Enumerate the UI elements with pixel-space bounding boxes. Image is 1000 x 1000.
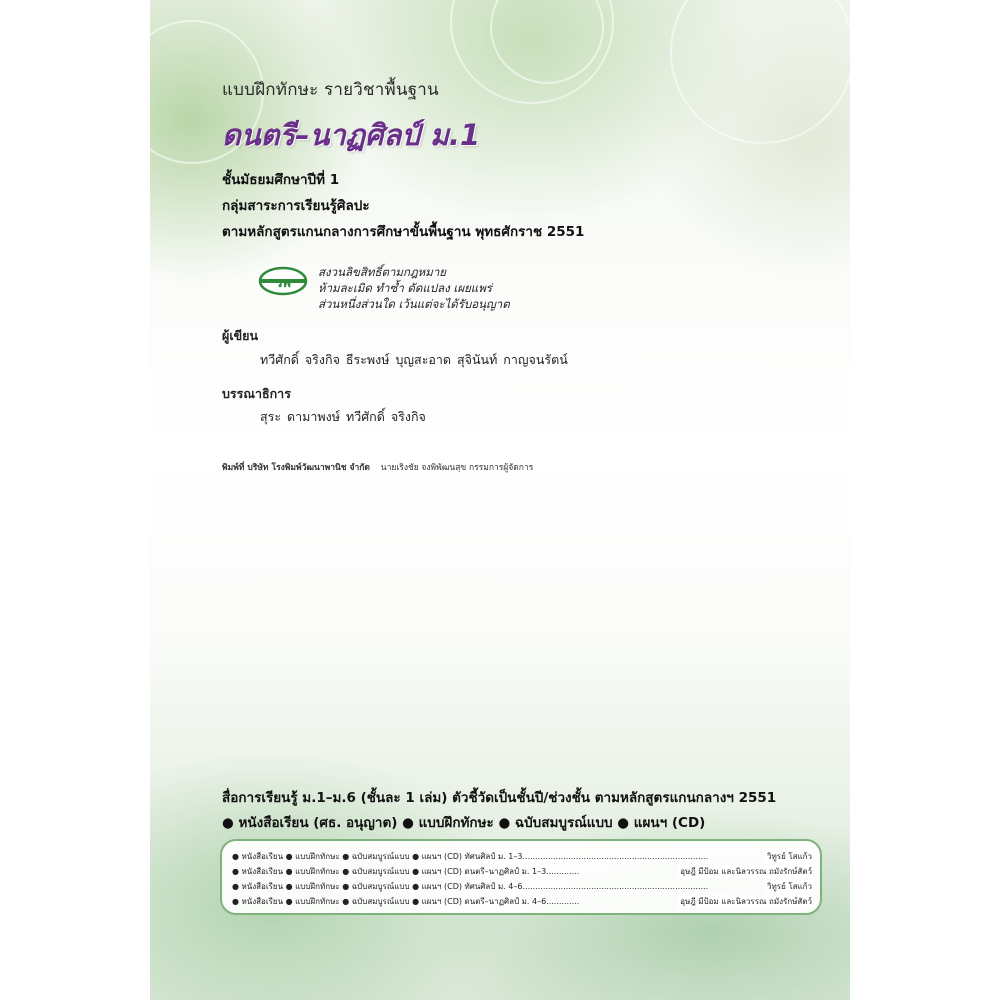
media-title: สื่อการเรียนรู้ ม.1–ม.6 (ชั้นละ 1 เล่ม) ตัวชี้วัดเป็นชั้นปี/ช่วงชั้น ตามหลักสูตรแกนกลางฯ 2551 xyxy=(222,790,777,806)
printer-info xyxy=(222,460,533,474)
publisher-logo-text: วพ xyxy=(275,276,291,291)
book-list-row-author: อุษฎี มีป้อม และนิลวรรณ ถมังรักษ์สัตว์ xyxy=(680,897,812,906)
subject-title: ดนตรี–นาฏศิลป์ ม.1 xyxy=(222,118,481,152)
authors-label: ผู้เขียน xyxy=(222,328,259,343)
book-list-row xyxy=(232,850,812,863)
book-list-row xyxy=(232,880,812,893)
book-list-row-text: ● หนังสือเรียน ● แบบฝึกทักษะ ● ฉบับสมบูรณ์แบบ ● แผนฯ (CD) ทัศนศิลป์ ม. 1–3......................................................................... xyxy=(232,852,709,861)
book-page xyxy=(150,0,850,1000)
book-list-box xyxy=(220,839,822,915)
publisher-logo-icon xyxy=(258,266,308,296)
printer-manager: นายเริงชัย จงพิพัฒนสุข กรรมการผู้จัดการ xyxy=(380,463,534,473)
authors-names: ทวีศักดิ์ จริงกิจ ธีระพงษ์ บุญสะอาด สุจินันท์ กาญจนรัตน์ xyxy=(260,352,568,367)
decorative-swirl xyxy=(670,0,850,144)
book-list-row-text: ● หนังสือเรียน ● แบบฝึกทักษะ ● ฉบับสมบูรณ์แบบ ● แผนฯ (CD) ดนตรี–นาฏศิลป์ ม. 4–6............. xyxy=(232,897,580,906)
book-list-row xyxy=(232,865,812,878)
book-list-row-text: ● หนังสือเรียน ● แบบฝึกทักษะ ● ฉบับสมบูรณ์แบบ ● แผนฯ (CD) ดนตรี–นาฏศิลป์ ม. 1–3............. xyxy=(232,867,580,876)
copyright-line-3: ส่วนหนึ่งส่วนใด เว้นแต่จะได้รับอนุญาต xyxy=(318,297,510,311)
learning-group: กลุ่มสาระการเรียนรู้ศิลปะ xyxy=(222,198,370,214)
book-list-row xyxy=(232,895,812,908)
copyright-line-2: ห้ามละเมิด ทำซ้ำ ดัดแปลง เผยแพร่ xyxy=(318,281,492,295)
editors-label: บรรณาธิการ xyxy=(222,386,291,401)
book-list-row-author: วิทูรย์ โสแก้ว xyxy=(767,882,812,891)
editors-names: สุระ ดามาพงษ์ ทวีศักดิ์ จริงกิจ xyxy=(260,409,426,424)
media-items: ● หนังสือเรียน (ศธ. อนุญาต) ● แบบฝึกทักษะ ● ฉบับสมบูรณ์แบบ ● แผนฯ (CD) xyxy=(222,815,706,831)
printer-company: พิมพ์ที่ บริษัท โรงพิมพ์วัฒนาพานิช จำกัด xyxy=(222,463,370,473)
book-list-row-author: อุษฎี มีป้อม และนิลวรรณ ถมังรักษ์สัตว์ xyxy=(680,867,812,876)
series-label: แบบฝึกทักษะ รายวิชาพื้นฐาน xyxy=(222,80,439,100)
book-list-row-author: วิทูรย์ โสแก้ว xyxy=(767,852,812,861)
curriculum-line: ตามหลักสูตรแกนกลางการศึกษาขั้นพื้นฐาน พุทธศักราช 2551 xyxy=(222,224,585,240)
copyright-line-1: สงวนลิขสิทธิ์ตามกฎหมาย xyxy=(318,265,447,279)
book-list-row-text: ● หนังสือเรียน ● แบบฝึกทักษะ ● ฉบับสมบูรณ์แบบ ● แผนฯ (CD) ทัศนศิลป์ ม. 4–6......................................................................... xyxy=(232,882,709,891)
grade-level: ชั้นมัธยมศึกษาปีที่ 1 xyxy=(222,172,340,188)
